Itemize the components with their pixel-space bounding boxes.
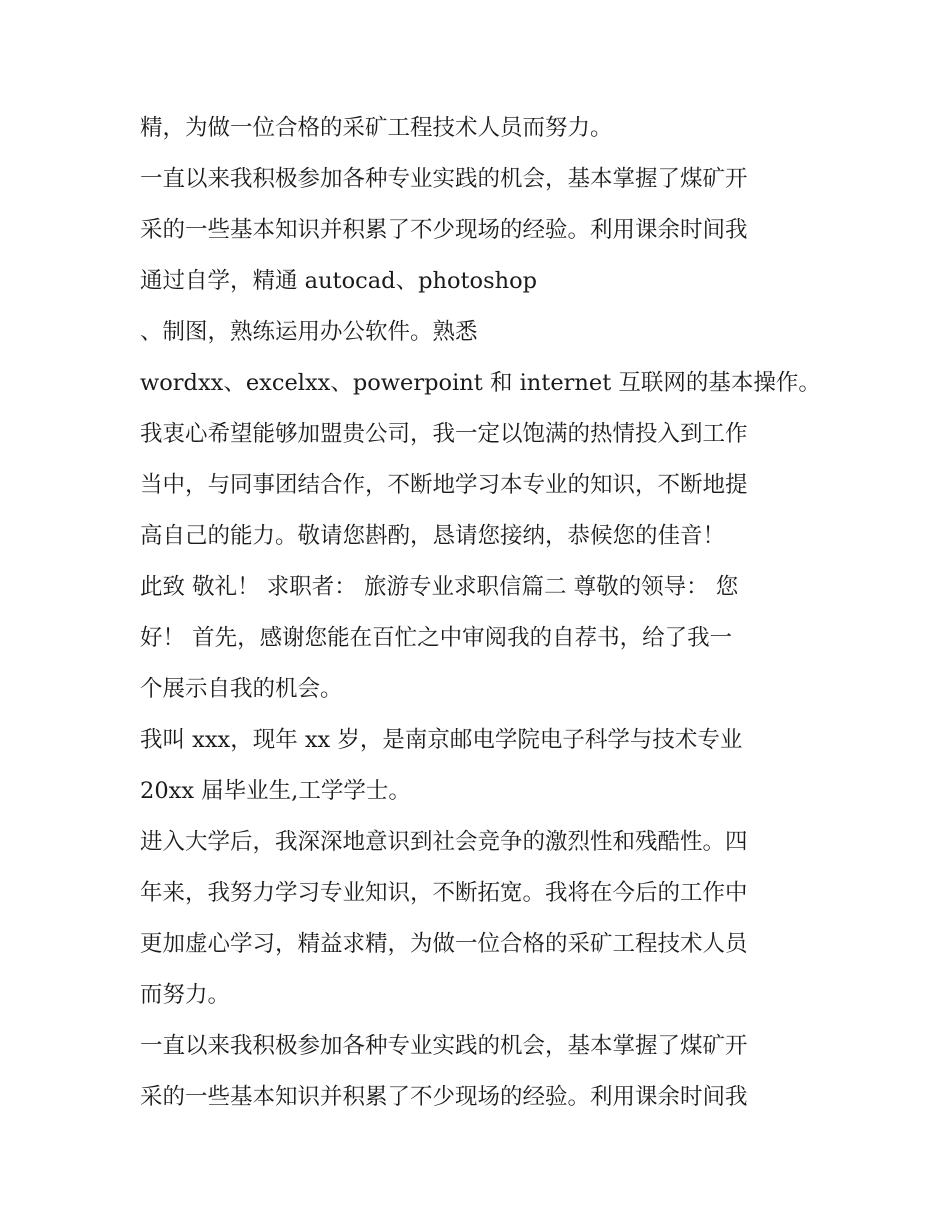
- text-line: 采的一些基本知识并积累了不少现场的经验。利用课余时间我: [140, 1084, 748, 1110]
- text-line: 高自己的能力。敬请您斟酌，恳请您接纳，恭候您的佳音！: [140, 523, 726, 549]
- text-line: 更加虚心学习，精益求精，为做一位合格的采矿工程技术人员: [140, 931, 748, 957]
- text-line: 、制图，熟练运用办公软件。熟悉: [140, 319, 478, 345]
- text-line: 个展示自我的机会。: [140, 676, 343, 702]
- text-line: 此致 敬礼！ 求职者： 旅游专业求职信篇二 尊敬的领导： 您: [140, 574, 739, 600]
- text-line: 好！ 首先，感谢您能在百忙之中审阅我的自荐书，给了我一: [140, 625, 733, 651]
- text-line: 我叫 xxx，现年 xx 岁，是南京邮电学院电子科学与技术专业: [140, 727, 743, 753]
- text-line: 我衷心希望能够加盟贵公司，我一定以饱满的热情投入到工作: [140, 421, 748, 447]
- text-line: 一直以来我积极参加各种专业实践的机会，基本掌握了煤矿开: [140, 166, 748, 192]
- text-line: 一直以来我积极参加各种专业实践的机会，基本掌握了煤矿开: [140, 1033, 748, 1059]
- text-line: 年来，我努力学习专业知识，不断拓宽。我将在今后的工作中: [140, 880, 748, 906]
- text-line: 精，为做一位合格的采矿工程技术人员而努力。: [140, 115, 613, 141]
- text-line: 20xx 届毕业生,工学学士。: [140, 778, 411, 804]
- text-line: 采的一些基本知识并积累了不少现场的经验。利用课余时间我: [140, 217, 748, 243]
- text-line: wordxx、excelxx、powerpoint 和 internet 互联网的基本操作。: [140, 370, 821, 396]
- text-line: 而努力。: [140, 982, 231, 1008]
- text-line: 进入大学后，我深深地意识到社会竞争的激烈性和残酷性。四: [140, 829, 748, 855]
- text-line: 当中，与同事团结合作，不断地学习本专业的知识，不断地提: [140, 472, 748, 498]
- text-line: 通过自学，精通 autocad、photoshop: [140, 268, 538, 294]
